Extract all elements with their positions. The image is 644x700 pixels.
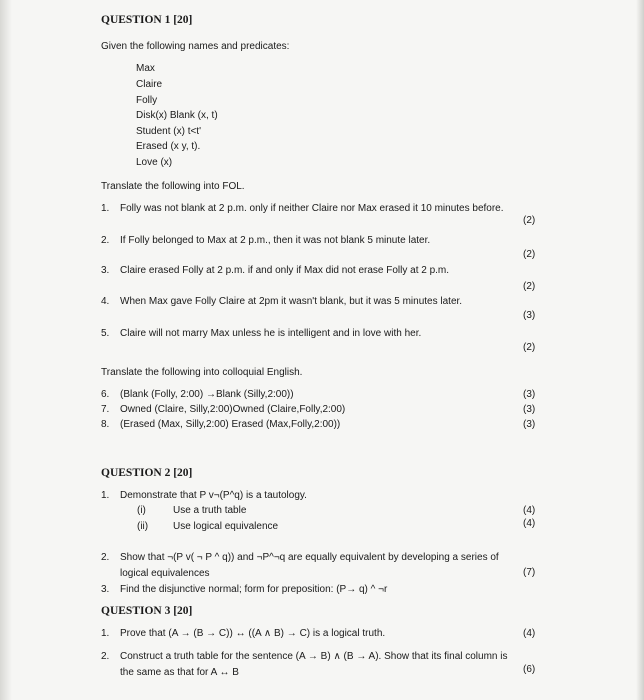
fol-item-4-marks: (3) [523, 310, 536, 321]
fol-item-4-num: 4. [101, 296, 110, 307]
q3-item-1-text: Prove that (A → (B → C)) ↔ ((A ∧ B) → C) is a logical truth. [120, 628, 386, 639]
page-edge-right [636, 0, 644, 700]
q3-item-1-num: 1. [101, 628, 110, 639]
predicate-disk-blank: Disk(x) Blank (x, t) [136, 110, 218, 121]
english-item-8-num: 8. [101, 419, 110, 430]
english-item-7-marks: (3) [523, 404, 536, 415]
q2-sub-i-text: Use a truth table [173, 505, 247, 516]
translate-english-heading: Translate the following into colloquial English. [101, 367, 303, 378]
question-1-heading: QUESTION 1 [20] [101, 14, 193, 26]
predicate-student: Student (x) t<t' [136, 126, 201, 137]
name-claire: Claire [136, 79, 163, 90]
predicate-erased: Erased (x y, t). [136, 141, 201, 152]
q3-item-2-marks: (6) [523, 664, 536, 675]
fol-item-5-text: Claire will not marry Max unless he is intelligent and in love with her. [120, 328, 422, 339]
english-item-6-marks: (3) [523, 389, 536, 400]
english-item-7-text: Owned (Claire, Silly,2:00)Owned (Claire,Folly,2:00) [120, 404, 346, 415]
fol-item-2-marks: (2) [523, 249, 536, 260]
q2-item-2-line1: Show that ¬(P v( ¬ P ^ q)) and ¬P^¬q are equally equivalent by developing a series of [120, 552, 499, 563]
q2-sub-i-marks: (4) [523, 505, 536, 516]
fol-item-1-num: 1. [101, 203, 110, 214]
english-item-8-text: (Erased (Max, Silly,2:00) Erased (Max,Folly,2:00)) [120, 419, 341, 430]
name-folly: Folly [136, 95, 158, 106]
q1-intro: Given the following names and predicates: [101, 41, 290, 52]
english-item-7-num: 7. [101, 404, 110, 415]
q2-item-2-marks: (7) [523, 567, 536, 578]
translate-fol-heading: Translate the following into FOL. [101, 181, 245, 192]
q2-sub-ii-text: Use logical equivalence [173, 521, 279, 532]
predicate-love: Love (x) [136, 157, 173, 168]
question-2-heading: QUESTION 2 [20] [101, 467, 193, 479]
q2-sub-ii-marks: (4) [523, 518, 536, 529]
fol-item-4-text: When Max gave Folly Claire at 2pm it wasn't blank, but it was 5 minutes later. [120, 296, 463, 307]
fol-item-5-num: 5. [101, 328, 110, 339]
fol-item-3-text: Claire erased Folly at 2 p.m. if and only if Max did not erase Folly at 2 p.m. [120, 265, 450, 276]
fol-item-1-text: Folly was not blank at 2 p.m. only if neither Claire nor Max erased it 10 minutes before. [120, 203, 504, 214]
english-item-8-marks: (3) [523, 419, 536, 430]
q3-item-2-line2: the same as that for A ↔ B [120, 667, 239, 678]
q2-item-1-text: Demonstrate that P v¬(P^q) is a tautology. [120, 490, 307, 501]
q3-item-1-marks: (4) [523, 628, 536, 639]
q2-item-3-text: Find the disjunctive normal; form for preposition: (P→ q) ^ ¬r [120, 584, 388, 595]
q2-item-1-num: 1. [101, 490, 110, 501]
fol-item-2-num: 2. [101, 235, 110, 246]
english-item-6-num: 6. [101, 389, 110, 400]
fol-item-2-text: If Folly belonged to Max at 2 p.m., then it was not blank 5 minute later. [120, 235, 431, 246]
name-max: Max [136, 63, 155, 74]
question-3-heading: QUESTION 3 [20] [101, 605, 193, 617]
q3-item-2-line1: Construct a truth table for the sentence (A → B) ∧ (B → A). Show that its final column is [120, 651, 508, 662]
page-edge-left [0, 0, 12, 700]
english-item-6-text: (Blank (Folly, 2:00) →Blank (Silly,2:00)) [120, 389, 294, 400]
q2-item-3-num: 3. [101, 584, 110, 595]
fol-item-3-marks: (2) [523, 281, 536, 292]
q2-item-2-num: 2. [101, 552, 110, 563]
fol-item-1-marks: (2) [523, 215, 536, 226]
q3-item-2-num: 2. [101, 651, 110, 662]
q2-sub-ii-num: (ii) [137, 521, 149, 532]
fol-item-5-marks: (2) [523, 342, 536, 353]
q2-item-2-line2: logical equivalences [120, 568, 210, 579]
fol-item-3-num: 3. [101, 265, 110, 276]
q2-sub-i-num: (i) [137, 505, 146, 516]
